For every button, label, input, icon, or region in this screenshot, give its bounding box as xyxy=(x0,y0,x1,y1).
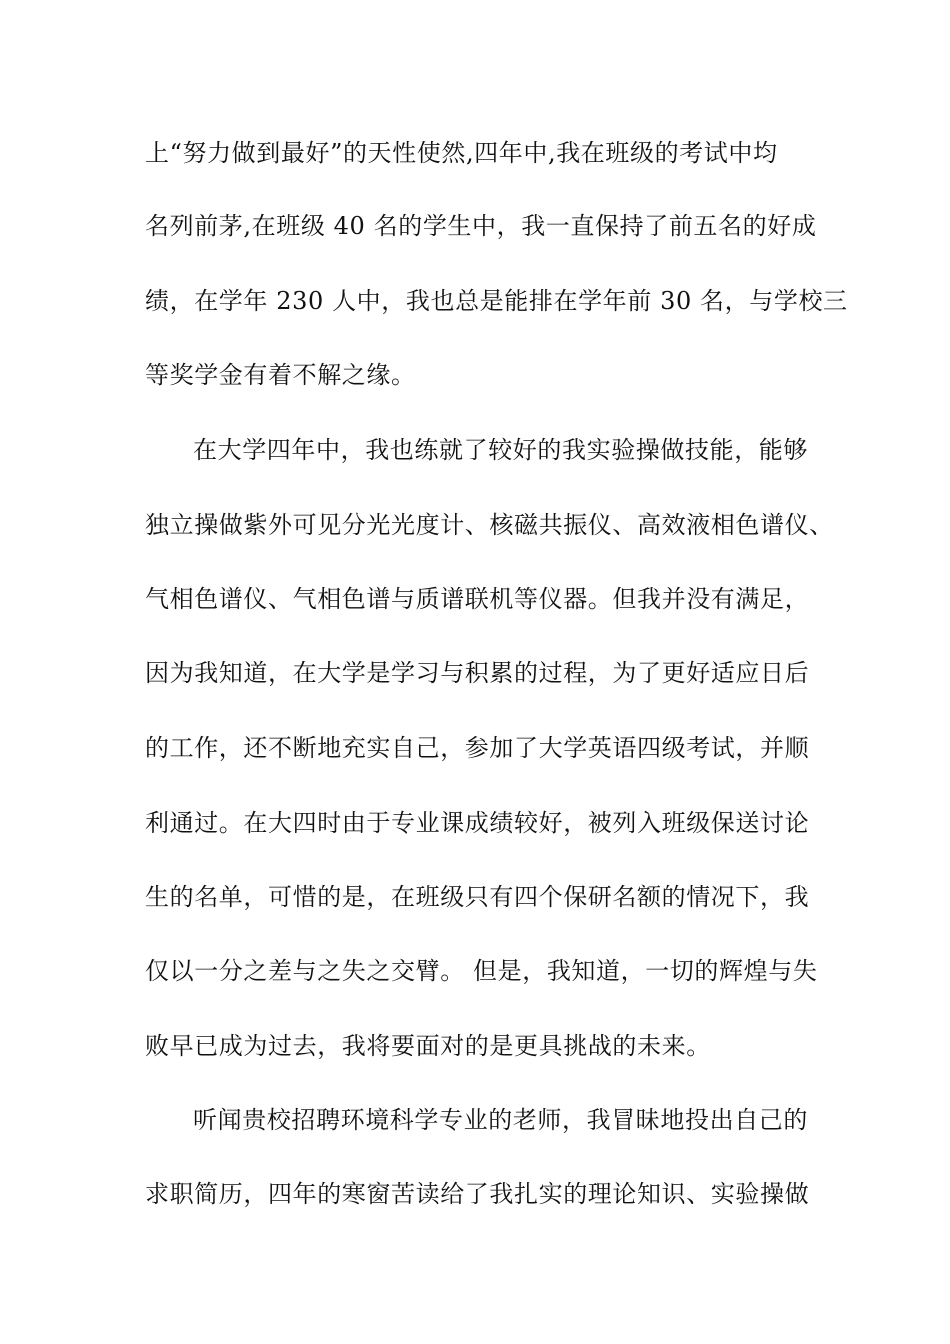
paragraph-first-line: 听闻贵校招聘环境科学专业的老师，我冒昧地投出自己的 xyxy=(193,1106,808,1134)
paragraph-first-line: 在大学四年中，我也练就了较好的我实验操做技能，能够 xyxy=(193,436,808,464)
text-line: 仅以一分之差与之失之交臂。 但是，我知道，一切的辉煌与失 xyxy=(145,957,818,985)
text-line: 生的名单，可惜的是，在班级只有四个保研名额的情况下，我 xyxy=(145,883,810,911)
text-line: 上“努力做到最好”的天性使然,四年中,我在班级的考试中均 xyxy=(145,139,778,167)
text-line: 绩，在学年 230 人中，我也总是能排在学年前 30 名，与学校三 xyxy=(145,287,848,315)
text-line: 名列前茅,在班级 40 名的学生中，我一直保持了前五名的好成 xyxy=(145,212,817,240)
text-line: 败早已成为过去，我将要面对的是更具挑战的未来。 xyxy=(145,1032,711,1060)
text-line: 气相色谱仪、气相色谱与质谱联机等仪器。但我并没有满足， xyxy=(145,585,810,613)
text-line: 等奖学金有着不解之缘。 xyxy=(145,361,416,389)
text-line: 利通过。在大四时由于专业课成绩较好，被列入班级保送讨论 xyxy=(145,809,810,837)
text-line: 因为我知道，在大学是学习与积累的过程，为了更好适应日后 xyxy=(145,659,810,687)
text-line: 求职简历，四年的寒窗苦读给了我扎实的理论知识、实验操做 xyxy=(145,1180,810,1208)
text-line: 独立操做紫外可见分光光度计、核磁共振仪、高效液相色谱仪、 xyxy=(145,511,834,539)
text-line: 的工作，还不断地充实自己，参加了大学英语四级考试，并顺 xyxy=(145,734,810,762)
